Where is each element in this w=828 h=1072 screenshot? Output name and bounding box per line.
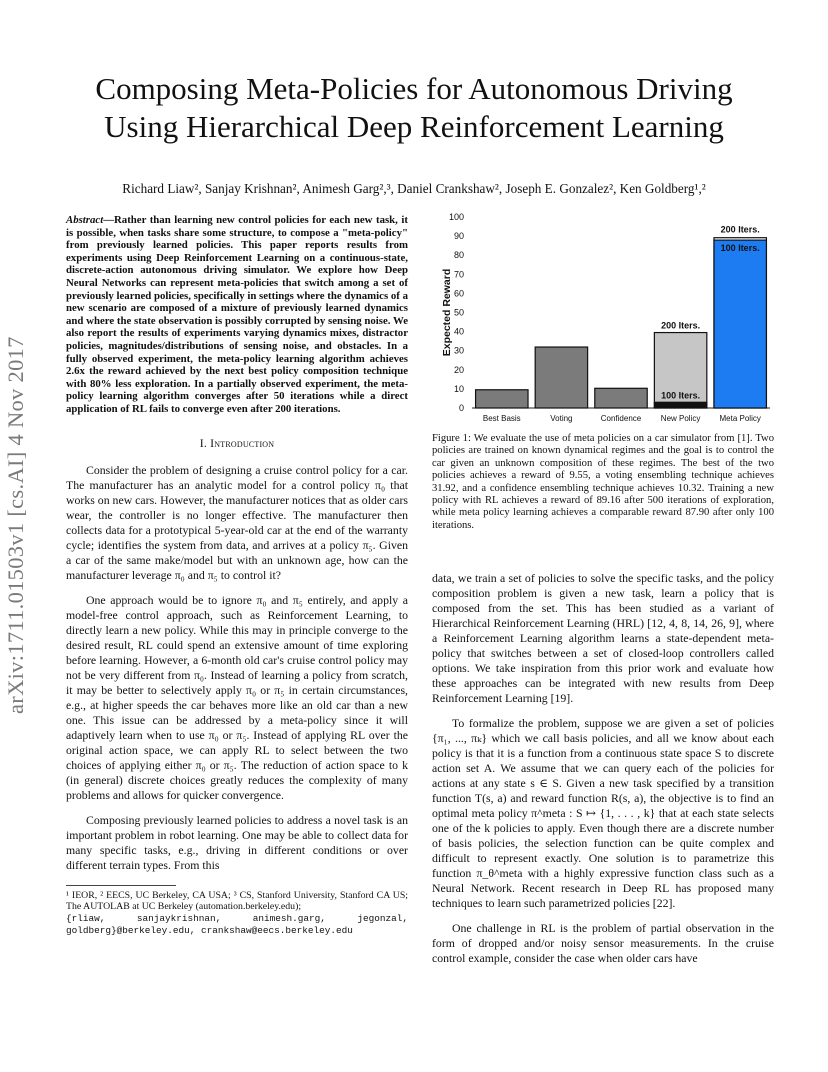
y-tick-label: 10 — [453, 383, 464, 394]
abstract — [66, 214, 408, 416]
y-tick-label: 30 — [453, 345, 464, 356]
right-paragraph-2: To formalize the problem, suppose we are given a set of policies {π₁, ..., πₖ} which we call basis policies, and all we know about each policy is that it is a function from a continuous state space S to discrete action set A. We assume that we can query each of the policies for actions at any state s ∈ S. Given a new task specified by a transition function T(s, a) and reward function R(s, a), the objective is to find an optimal meta policy π^meta : S ↦ {1, . . . , k} that at each state selects one of the k policies to apply. Even though there are a discrete number of basis policies, the selection function can be quite complex and difficult to represent exactly. One solution is to parametrize this function π_θ^meta with a highly expressive function class such as a Neural Network. Recent research in Deep RL has proposed many techniques to learn such parametrized policies [22]. — [432, 716, 774, 910]
intro-paragraph-1: Consider the problem of designing a cruise control policy for a car. The manufacturer has an analytic model for a control policy π₀ that works on new cars. However, the manufacturer notices that as older cars wear, the controller is no longer effective. The manufacturer then collects data for a prototypical 5-year-old car at the end of the warranty cycle; identifies the system from data, and arrives at a policy π₅. Given a car of the same make/model but with an unknown age, how can the manufacturer leverage π₀ and π₅ to control it? — [66, 462, 408, 582]
bar-confidence-200 — [595, 388, 647, 408]
right-paragraph-3: One challenge in RL is the problem of partial observation in the form of dropped and/or noisy sensor measurements. In the cruise control example, consider the case when older cars have — [432, 921, 774, 965]
y-axis-label: Expected Reward — [441, 268, 453, 357]
chart-plot-area — [441, 212, 770, 423]
affiliation-footnote — [66, 890, 408, 937]
x-tick-label: Confidence — [600, 414, 642, 423]
y-tick-label: 20 — [453, 364, 464, 375]
bar-new-policy-100 — [654, 402, 706, 408]
abstract-text: —Rather than learning new control policies for each new task, it is possible, when tasks share some structure, to compose a "meta-policy" from previously learned policies. This paper reports results from experiments using Deep Reinforcement Learning on a continuous-state, discrete-action autonomous driving simulator. We explore how Deep Neural Networks can represent meta-policies that switch among a set of previously learned policies, specifically in settings where the dynamics of a new scenario are composed of a mixture of previously learned dynamics and where the state observation is possibly corrupted by sensing noise. We also report the results of experiments varying dynamics mixes, distractor policies, magnitudes/distributions of sensing noise, and obstacles. In a fully observed experiment, the meta-policy learning algorithm achieves 2.6x the reward achieved by the next best policy composition technique with 80% less exploration. In a partially observed experiment, the meta-policy learning algorithm converges after 50 iterations while a direct application of RL fails to converge even after 200 iterations. — [66, 214, 408, 415]
x-tick-label: Best Basis — [482, 414, 521, 423]
intro-paragraph-2: One approach would be to ignore π₀ and π₅ entirely, and apply a model-free control approach, such as Reinforcement Learning, to directly learn a new policy. While this may in principle converge to the desired result, RL could spend an extensive amount of time exploring before learning. However, a 6-month old car's cruise control policy may not be very different from π₀. Instead of learning a policy from scratch, it may be better to selectively apply π₀ or π₅ in certain circumstances, e.g., at higher speeds the car behaves more like an old car than a new one. This issue can be addressed by a meta-policy since it will adaptively learn when to use π₀ or π₅. Instead of applying RL over the original action space, we can apply RL to select between the two choices of applying either π₀ or π₅. The reduction of action space to k (in general) discrete choices greatly reduces the complexity of many problems and allows for quicker convergence. — [66, 592, 408, 802]
x-tick-label: New Policy — [660, 414, 701, 423]
x-tick-label: Voting — [550, 414, 573, 423]
y-tick-label: 40 — [453, 326, 464, 337]
y-tick-label: 100 — [448, 212, 464, 222]
abstract-lead: Abstract — [66, 214, 104, 226]
title-line-1: Composing Meta-Policies for Autonomous Driving — [95, 71, 733, 106]
right-column — [432, 571, 774, 976]
y-tick-label: 70 — [453, 269, 464, 280]
y-tick-label: 80 — [453, 250, 464, 261]
bar-best-basis-200 — [476, 390, 528, 408]
y-tick-label: 0 — [458, 403, 464, 413]
right-paragraph-1: data, we train a set of policies to solve the specific tasks, and the policy composition problem is given a new task, learn a policy that is composed from the set. This has been studied as a variant of Hierarchical Reinforcement Learning (HRL) [12, 4, 8, 14, 26, 9], where a Reinforcement Learning algorithm learns a state-dependent meta-policy that switches between a set of closed-loop controllers called options. We take inspiration from this prior work and evaluate how these approaches can be integrated with new results from Deep Reinforcement Learning [19]. — [432, 571, 774, 705]
intro-paragraph-3: Composing previously learned policies to address a novel task is an important problem in robot learning. One may be able to collect data for many specific tasks, e.g., driving in different conditions or over different terrain types. From this — [66, 812, 408, 872]
y-tick-label: 90 — [453, 231, 464, 242]
y-tick-label: 50 — [453, 307, 464, 318]
figure-1-chart — [432, 206, 774, 428]
new-policy-200-label: 200 Iters. — [661, 320, 701, 331]
section-heading — [66, 436, 408, 451]
x-tick-label: Meta Policy — [719, 414, 761, 423]
bar-voting-200 — [535, 347, 587, 408]
section-number: I. — [199, 435, 211, 450]
footnote-rule — [66, 885, 176, 886]
left-column — [66, 214, 408, 937]
author-list: Richard Liaw², Sanjay Krishnan², Animesh Garg²,³, Daniel Crankshaw², Joseph E. Gonzalez², Ken Goldberg¹,² — [122, 181, 706, 196]
new-policy-100-label: 100 Iters. — [661, 390, 701, 401]
arxiv-stamp: arXiv:1711.01503v1 [cs.AI] 4 Nov 2017 — [3, 336, 28, 714]
meta-policy-200-label: 200 Iters. — [720, 224, 760, 235]
meta-policy-100-label: 100 Iters. — [720, 243, 760, 254]
bar-meta-policy-100 — [714, 240, 766, 408]
y-tick-label: 60 — [453, 288, 464, 299]
title-line-2: Using Hierarchical Deep Reinforcement Learning — [104, 109, 724, 144]
figure-1-caption: Figure 1: We evaluate the use of meta policies on a car simulator from [1]. Two policies are trained on known dynamical regimes and the goal is to control the car given an unknown composition of these regimes. The best of the two policies achieves a reward of 9.55, a voting ensembling technique achieves 31.92, and a confidence ensembling technique achieves 10.32. Training a new policy with RL achieves a reward of 89.16 after 500 iterations of exploration, while meta policy learning achieves a comparable reward 87.90 after only 100 iterations. — [432, 433, 774, 531]
footnote-emails: {rliaw, sanjaykrishnan, animesh.garg, jegonzal, goldberg}@berkeley.edu, crankshaw@eecs.berkeley.edu — [66, 913, 408, 936]
footnote-affiliations: ¹ IEOR, ² EECS, UC Berkeley, CA USA; ³ CS, Stanford University, Stanford CA US; The AUTOLAB at UC Berkeley (automation.berkeley.edu); — [66, 889, 408, 913]
section-title: Introduction — [210, 435, 275, 450]
paper-title — [40, 70, 788, 146]
